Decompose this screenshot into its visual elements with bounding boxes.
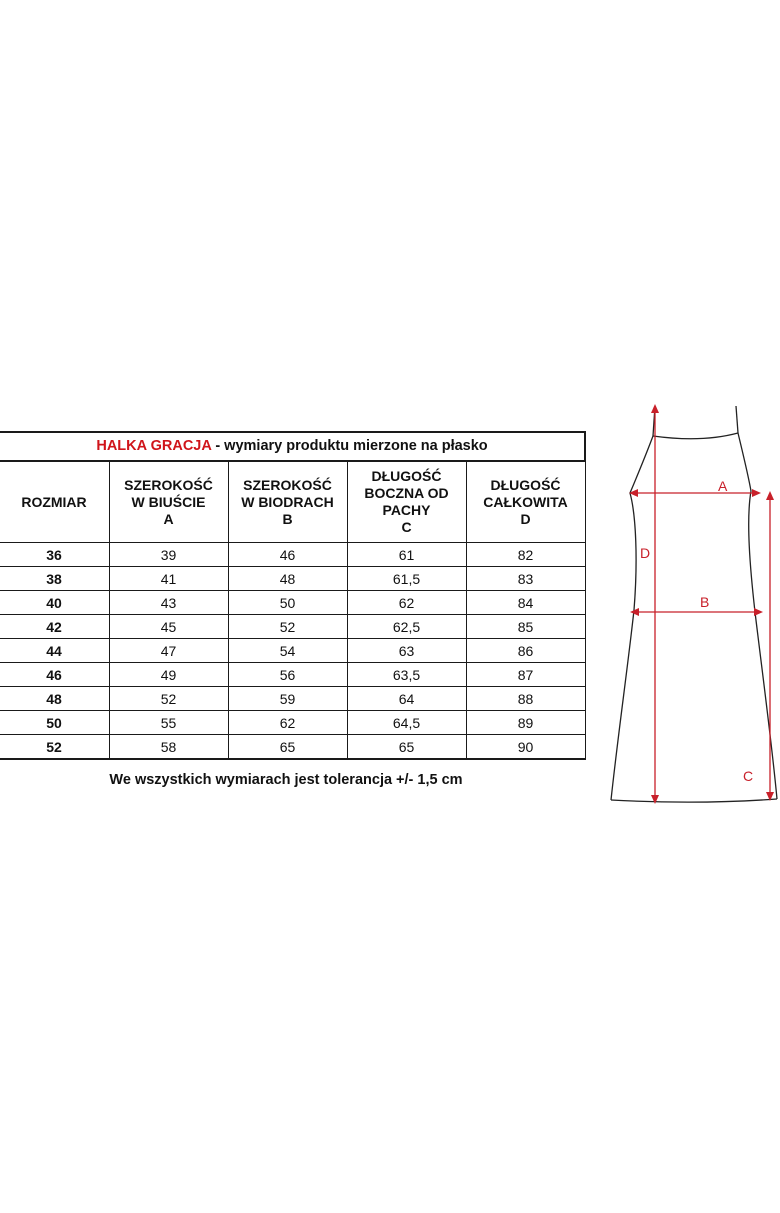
side-length-cell: 64,5 — [347, 711, 466, 735]
bust-cell: 55 — [109, 711, 228, 735]
table-row — [0, 615, 585, 639]
size-cell: 44 — [0, 639, 109, 663]
size-table — [0, 431, 586, 760]
header-total-length: DŁUGOŚĆ CAŁKOWITA D — [466, 461, 585, 543]
bust-cell: 43 — [109, 591, 228, 615]
size-cell: 40 — [0, 591, 109, 615]
header-row — [0, 461, 585, 543]
size-cell: 42 — [0, 615, 109, 639]
bust-cell: 47 — [109, 639, 228, 663]
label-c: C — [743, 768, 754, 784]
label-b: B — [700, 594, 710, 610]
hip-cell: 50 — [228, 591, 347, 615]
side-length-cell: 61,5 — [347, 567, 466, 591]
total-length-cell: 85 — [466, 615, 585, 639]
tolerance-note: We wszystkich wymiarach jest tolerancja +/- 1,5 cm — [109, 772, 463, 788]
label-a: A — [718, 478, 728, 494]
total-length-cell: 90 — [466, 735, 585, 760]
hip-cell: 52 — [228, 615, 347, 639]
total-length-cell: 88 — [466, 687, 585, 711]
total-length-cell: 84 — [466, 591, 585, 615]
table-row — [0, 543, 585, 567]
table-row — [0, 735, 585, 760]
slip-dress-diagram — [600, 400, 780, 810]
total-length-cell: 89 — [466, 711, 585, 735]
label-d: D — [640, 545, 651, 561]
product-name: HALKA GRACJA — [96, 438, 212, 454]
table-row — [0, 591, 585, 615]
dress-outline — [611, 406, 777, 802]
table-row — [0, 663, 585, 687]
side-length-cell: 65 — [347, 735, 466, 760]
bust-cell: 39 — [109, 543, 228, 567]
side-length-cell: 61 — [347, 543, 466, 567]
side-length-cell: 63,5 — [347, 663, 466, 687]
bust-cell: 58 — [109, 735, 228, 760]
header-bust-width: SZEROKOŚĆ W BIUŚCIE A — [109, 461, 228, 543]
table-subtitle: - wymiary produktu mierzone na płasko — [211, 438, 488, 454]
table-row — [0, 687, 585, 711]
size-cell: 48 — [0, 687, 109, 711]
side-length-cell: 64 — [347, 687, 466, 711]
size-cell: 46 — [0, 663, 109, 687]
total-length-cell: 82 — [466, 543, 585, 567]
size-cell: 50 — [0, 711, 109, 735]
side-length-cell: 62,5 — [347, 615, 466, 639]
total-length-cell: 86 — [466, 639, 585, 663]
header-hip-width: SZEROKOŚĆ W BIODRACH B — [228, 461, 347, 543]
size-cell: 52 — [0, 735, 109, 760]
hip-cell: 56 — [228, 663, 347, 687]
side-length-cell: 62 — [347, 591, 466, 615]
table-row — [0, 639, 585, 663]
side-length-cell: 63 — [347, 639, 466, 663]
hip-cell: 59 — [228, 687, 347, 711]
hip-cell: 62 — [228, 711, 347, 735]
header-size: ROZMIAR — [0, 461, 109, 543]
hip-cell: 54 — [228, 639, 347, 663]
size-cell: 38 — [0, 567, 109, 591]
table-row — [0, 567, 585, 591]
bust-cell: 41 — [109, 567, 228, 591]
hip-cell: 46 — [228, 543, 347, 567]
table-title — [0, 432, 585, 461]
total-length-cell: 87 — [466, 663, 585, 687]
header-side-length: DŁUGOŚĆ BOCZNA OD PACHY C — [347, 461, 466, 543]
hip-cell: 48 — [228, 567, 347, 591]
size-cell: 36 — [0, 543, 109, 567]
bust-cell: 49 — [109, 663, 228, 687]
bust-cell: 45 — [109, 615, 228, 639]
bust-cell: 52 — [109, 687, 228, 711]
table-row — [0, 711, 585, 735]
total-length-cell: 83 — [466, 567, 585, 591]
hip-cell: 65 — [228, 735, 347, 760]
